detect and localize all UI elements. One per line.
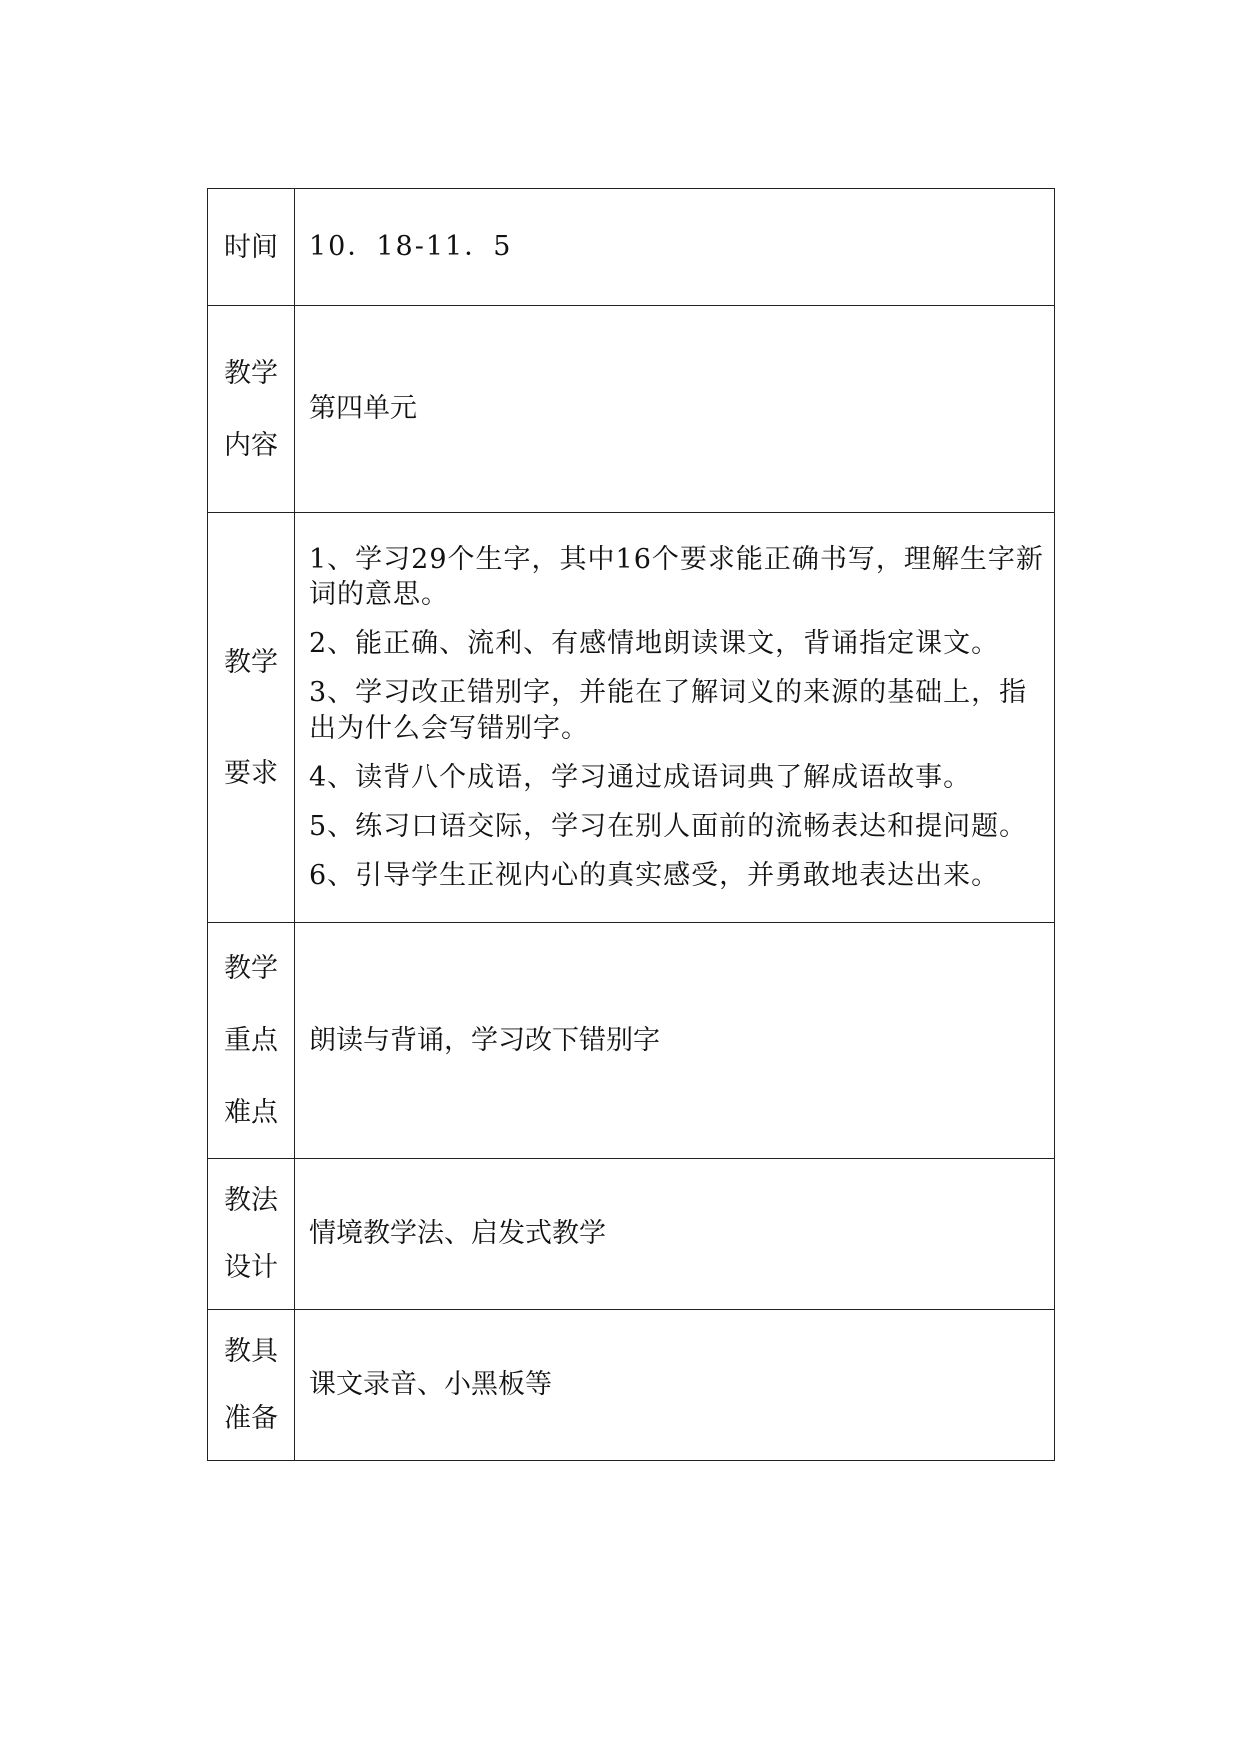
focus-value: 朗读与背诵，学习改下错别字 — [309, 1024, 660, 1056]
tools-label-cell — [208, 1310, 295, 1461]
method-label-cell — [208, 1159, 295, 1310]
content-label-line-2: 内容 — [224, 429, 278, 461]
table-row-focus — [208, 923, 1055, 1159]
requirements-label-line-1: 教学 — [224, 646, 278, 678]
time-label-cell — [208, 189, 295, 306]
requirements-label-cell — [208, 513, 295, 923]
requirements-label-line-2: 要求 — [224, 757, 278, 789]
method-label-line-2: 设计 — [224, 1252, 278, 1283]
requirements-value-cell — [295, 513, 1055, 923]
time-value-cell — [295, 189, 1055, 306]
method-label-line-1: 教法 — [224, 1185, 278, 1216]
focus-label-line-2: 重点 — [224, 1025, 278, 1056]
list-item: 4、读背八个成语，学习通过成语词典了解成语故事。 — [309, 761, 972, 793]
tools-value-cell — [295, 1310, 1055, 1461]
focus-label-line-1: 教学 — [224, 953, 278, 984]
method-value-cell — [295, 1159, 1055, 1310]
focus-label-line-3: 难点 — [224, 1097, 278, 1128]
content-value: 第四单元 — [309, 393, 417, 425]
focus-label-cell — [208, 923, 295, 1159]
lesson-plan-table — [207, 188, 1055, 1461]
list-item: 5、练习口语交际，学习在别人面前的流畅表达和提问题。 — [309, 810, 1028, 842]
content-label-line-1: 教学 — [224, 357, 278, 389]
list-item: 2、能正确、流利、有感情地朗读课文，背诵指定课文。 — [309, 628, 1000, 660]
table-row-requirements — [208, 513, 1055, 923]
content-value-cell — [295, 306, 1055, 513]
table-row-tools — [208, 1310, 1055, 1461]
list-item: 3、学习改正错别字，并能在了解词义的来源的基础上，指出为什么会写错别字。 — [309, 677, 1028, 744]
tools-label-line-1: 教具 — [224, 1336, 278, 1367]
time-value: 10．18-11．5 — [309, 231, 513, 263]
requirements-list — [309, 542, 1044, 893]
tools-value: 课文录音、小黑板等 — [309, 1369, 552, 1401]
tools-label-line-2: 准备 — [224, 1403, 278, 1434]
time-label: 时间 — [224, 231, 278, 263]
focus-value-cell — [295, 923, 1055, 1159]
table-row-content — [208, 306, 1055, 513]
list-item: 6、引导学生正视内心的真实感受，并勇敢地表达出来。 — [309, 859, 1000, 891]
table-row-method — [208, 1159, 1055, 1310]
content-label-cell — [208, 306, 295, 513]
table-row-time — [208, 189, 1055, 306]
list-item: 1、学习29个生字，其中16个要求能正确书写，理解生字新词的意思。 — [309, 544, 1044, 611]
method-value: 情境教学法、启发式教学 — [309, 1218, 606, 1250]
